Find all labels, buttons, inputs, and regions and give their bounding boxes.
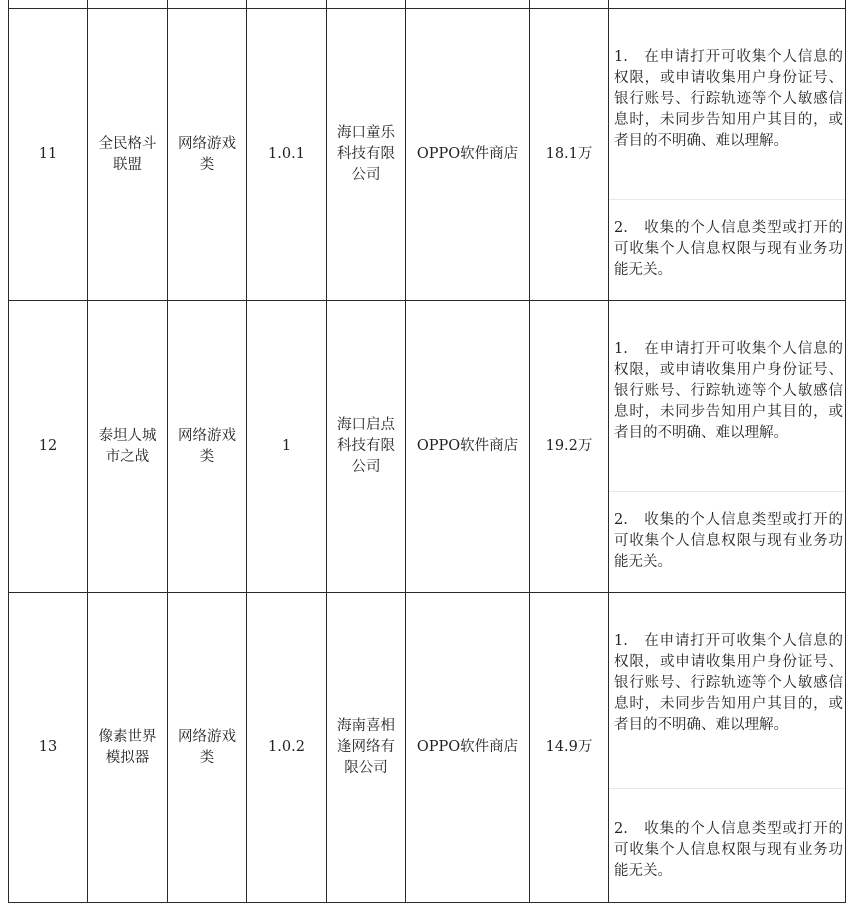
app-developer-text: 海南喜相逢网络有限公司	[337, 718, 395, 776]
app-category-text: 网络游戏类	[178, 135, 236, 173]
app-developer-text: 海口启点科技有限公司	[337, 417, 395, 475]
app-category	[168, 301, 247, 593]
issue-item: 1. 在申请打开可收集个人信息的权限，或申请收集用户身份证号、银行账号、行踪轨迹等个人敏感信息时，未同步告知用户其目的，或者目的不明确、难以理解。	[614, 633, 843, 733]
issue-item: 1. 在申请打开可收集个人信息的权限，或申请收集用户身份证号、银行账号、行踪轨迹等个人敏感信息时，未同步告知用户其目的，或者目的不明确、难以理解。	[614, 341, 843, 441]
download-count: 14.9万	[530, 593, 609, 903]
app-name-text: 全民格斗联盟	[98, 135, 157, 173]
app-name	[88, 593, 168, 903]
app-developer	[327, 593, 406, 903]
table-row	[9, 593, 846, 903]
table-row-stub	[9, 0, 846, 9]
app-store: OPPO软件商店	[406, 301, 530, 593]
app-version: 1.0.2	[247, 593, 327, 903]
issues-cell	[609, 301, 846, 593]
app-violations-table	[8, 0, 846, 903]
row-number: 12	[9, 301, 88, 593]
app-developer	[327, 301, 406, 593]
app-store: OPPO软件商店	[406, 9, 530, 301]
issues-cell	[609, 9, 846, 301]
app-store: OPPO软件商店	[406, 593, 530, 903]
app-name-text: 泰坦人城市之战	[98, 427, 157, 465]
app-developer-text: 海口童乐科技有限公司	[337, 125, 395, 183]
app-name	[88, 9, 168, 301]
issue-item: 2. 收集的个人信息类型或打开的可收集个人信息权限与现有业务功能无关。	[609, 199, 845, 281]
row-number: 13	[9, 593, 88, 903]
app-developer	[327, 9, 406, 301]
app-version: 1.0.1	[247, 9, 327, 301]
app-name-text: 像素世界模拟器	[98, 728, 157, 766]
download-count: 18.1万	[530, 9, 609, 301]
table-row	[9, 9, 846, 301]
issues-cell	[609, 593, 846, 903]
app-category	[168, 593, 247, 903]
app-category-text: 网络游戏类	[178, 427, 236, 465]
app-category-text: 网络游戏类	[178, 728, 236, 766]
app-category	[168, 9, 247, 301]
app-name	[88, 301, 168, 593]
issue-item: 1. 在申请打开可收集个人信息的权限，或申请收集用户身份证号、银行账号、行踪轨迹等个人敏感信息时，未同步告知用户其目的，或者目的不明确、难以理解。	[614, 49, 843, 149]
row-number: 11	[9, 9, 88, 301]
table-row	[9, 301, 846, 593]
issue-item: 2. 收集的个人信息类型或打开的可收集个人信息权限与现有业务功能无关。	[609, 491, 845, 573]
download-count: 19.2万	[530, 301, 609, 593]
app-version: 1	[247, 301, 327, 593]
issue-item: 2. 收集的个人信息类型或打开的可收集个人信息权限与现有业务功能无关。	[609, 788, 845, 882]
